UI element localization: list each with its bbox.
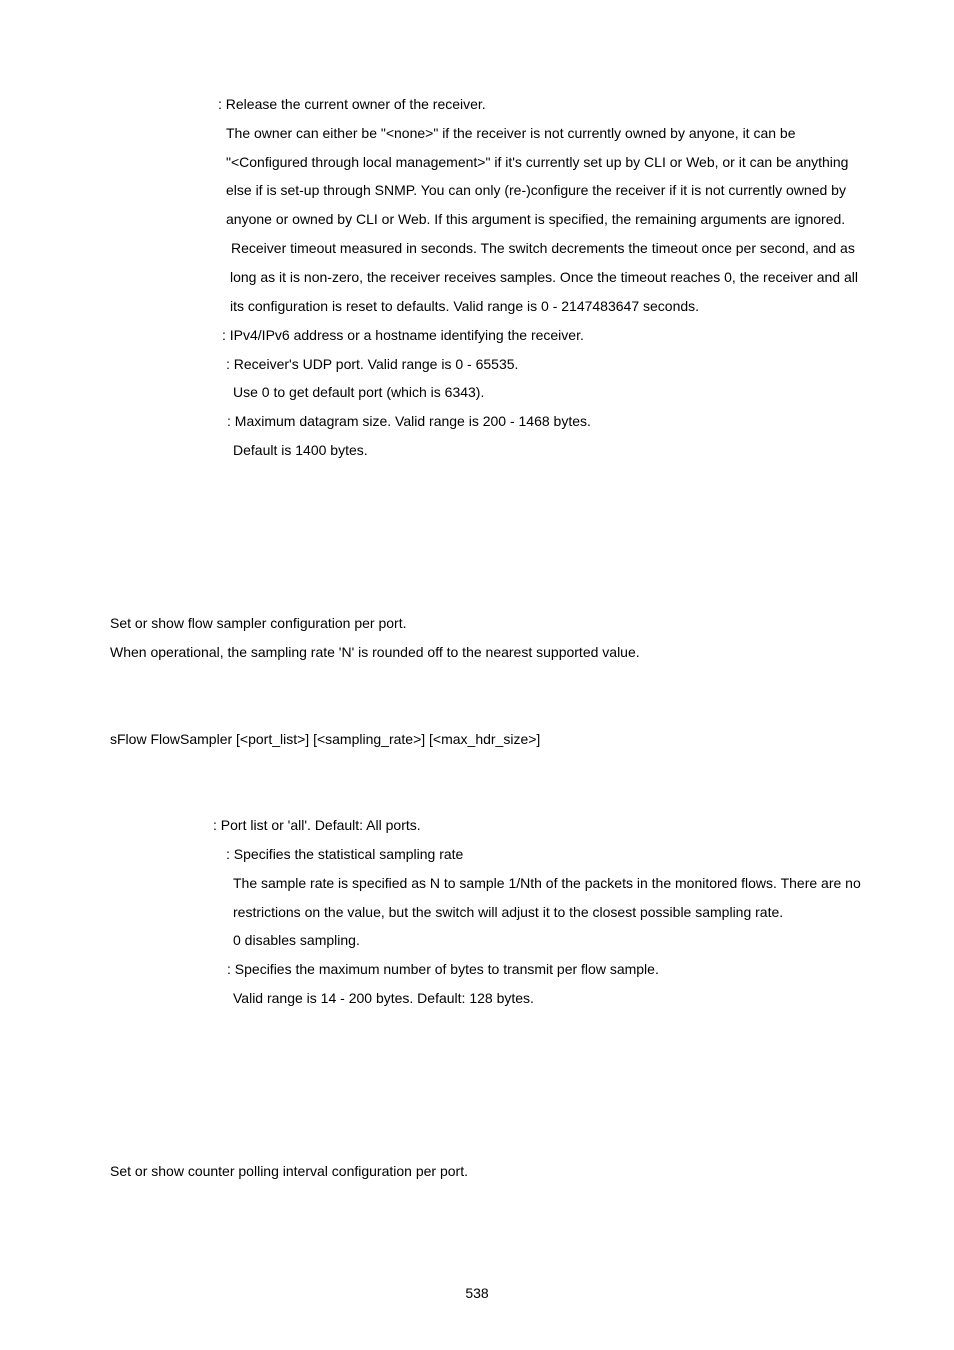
sampling-rate-desc-line-2: The sample rate is specified as N to sample 1/Nth of the packets in the monitored flows. There are no bbox=[233, 875, 861, 891]
max-hdr-size-desc-line-2: Valid range is 14 - 200 bytes. Default: 128 bytes. bbox=[233, 990, 534, 1006]
timeout-desc-line-3: its configuration is reset to defaults. Valid range is 0 - 2147483647 seconds. bbox=[230, 298, 700, 314]
page-number: 538 bbox=[465, 1285, 489, 1301]
port-list-desc: : Port list or 'all'. Default: All ports. bbox=[213, 817, 421, 833]
owner-desc-line-3: "<Configured through local management>" if it's currently set up by CLI or Web, or it can be anything bbox=[226, 154, 849, 170]
owner-desc-line-1: : Release the current owner of the receiver. bbox=[218, 96, 486, 112]
host-desc: : IPv4/IPv6 address or a hostname identifying the receiver. bbox=[222, 327, 584, 343]
sampling-rate-desc-line-3: restrictions on the value, but the switch will adjust it to the closest possible sampling rate. bbox=[233, 904, 784, 920]
max-hdr-size-desc-line-1: : Specifies the maximum number of bytes to transmit per flow sample. bbox=[227, 961, 659, 977]
owner-desc-line-4: else if is set-up through SNMP. You can only (re-)configure the receiver if it is not currently owned by bbox=[226, 182, 846, 198]
sampling-rate-desc-line-4: 0 disables sampling. bbox=[233, 932, 360, 948]
owner-desc-line-5: anyone or owned by CLI or Web. If this argument is specified, the remaining arguments are ignored. bbox=[226, 211, 846, 227]
udp-port-desc-line-2: Use 0 to get default port (which is 6343). bbox=[233, 384, 485, 400]
counter-poller-desc: Set or show counter polling interval configuration per port. bbox=[110, 1163, 468, 1179]
owner-desc-line-2: The owner can either be "<none>" if the receiver is not currently owned by anyone, it can be bbox=[226, 125, 796, 141]
flow-sampler-syntax: sFlow FlowSampler [<port_list>] [<sampling_rate>] [<max_hdr_size>] bbox=[110, 731, 541, 747]
datagram-size-desc-line-2: Default is 1400 bytes. bbox=[233, 442, 368, 458]
sampling-rate-desc-line-1: : Specifies the statistical sampling rate bbox=[226, 846, 464, 862]
timeout-desc-line-1: Receiver timeout measured in seconds. The switch decrements the timeout once per second, and as bbox=[231, 240, 855, 256]
udp-port-desc-line-1: : Receiver's UDP port. Valid range is 0 - 65535. bbox=[226, 356, 519, 372]
flow-sampler-desc-line-2: When operational, the sampling rate 'N' is rounded off to the nearest supported value. bbox=[110, 644, 640, 660]
timeout-desc-line-2: long as it is non-zero, the receiver receives samples. Once the timeout reaches 0, the receiver and all bbox=[230, 269, 858, 285]
datagram-size-desc-line-1: : Maximum datagram size. Valid range is 200 - 1468 bytes. bbox=[227, 413, 591, 429]
flow-sampler-desc-line-1: Set or show flow sampler configuration per port. bbox=[110, 615, 407, 631]
